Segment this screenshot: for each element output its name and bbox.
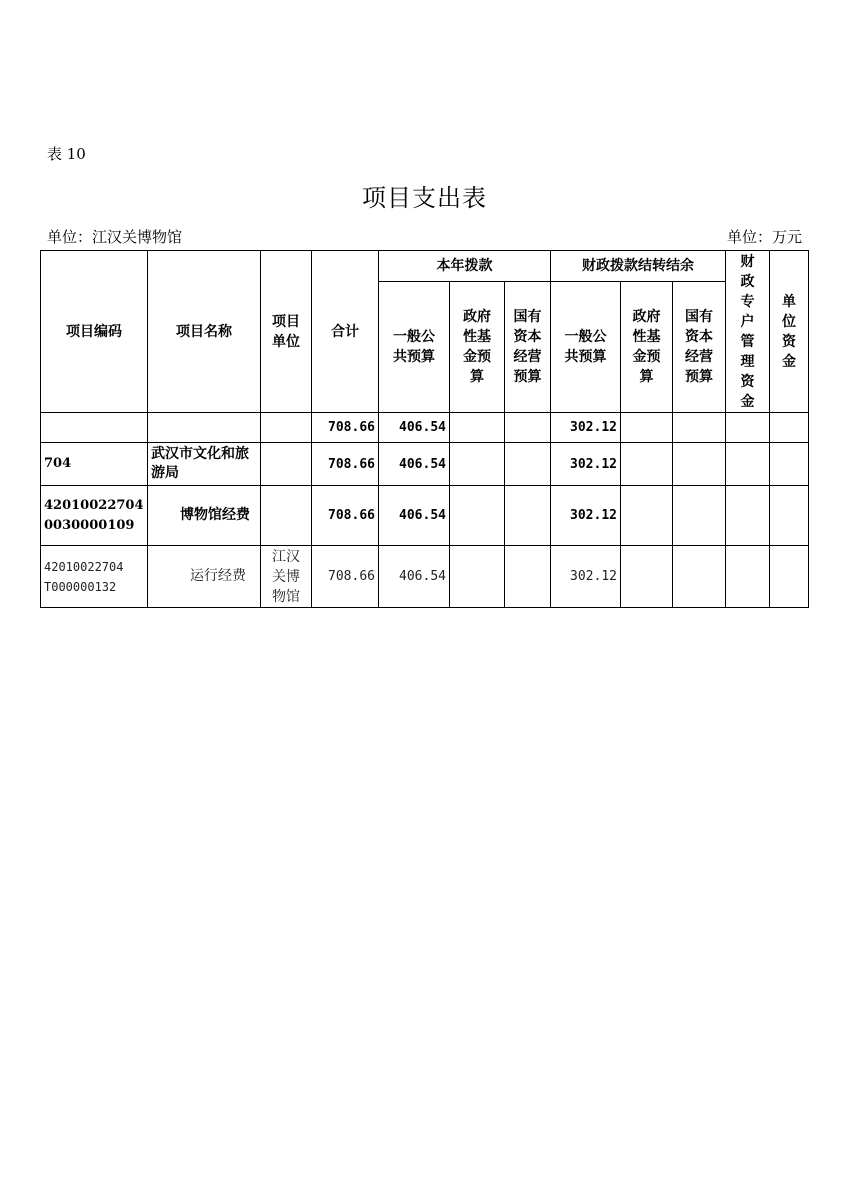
- col-unit: 项目 单位: [261, 251, 312, 413]
- cell-name: 运行经费: [148, 546, 261, 608]
- cell-co-fund: [621, 413, 673, 443]
- cell-cur-general: 406.54: [379, 486, 450, 546]
- col-cur-general: 一般公 共预算: [379, 282, 450, 413]
- cell-special: [726, 546, 770, 608]
- cell-unit: [261, 413, 312, 443]
- col-special: 财 政 专 户 管 理 资 金: [726, 251, 770, 413]
- cell-cur-general: 406.54: [379, 443, 450, 486]
- cell-special: [726, 443, 770, 486]
- cell-unit: [261, 443, 312, 486]
- col-group-carryover: 财政拨款结转结余: [551, 251, 726, 282]
- cell-cur-fund: [450, 413, 505, 443]
- cell-total: 708.66: [312, 443, 379, 486]
- cell-co-general: 302.12: [551, 413, 621, 443]
- cell-own: [770, 546, 809, 608]
- table-row: [41, 443, 809, 486]
- cell-unit: [261, 486, 312, 546]
- col-cur-state: 国有 资本 经营 预算: [505, 282, 551, 413]
- cell-co-fund: [621, 486, 673, 546]
- col-code: 项目编码: [41, 251, 148, 413]
- cell-name: [148, 413, 261, 443]
- cell-code: [41, 413, 148, 443]
- page-title: 项目支出表: [362, 184, 487, 212]
- table-row: [41, 413, 809, 443]
- cell-total: 708.66: [312, 546, 379, 608]
- col-co-general: 一般公 共预算: [551, 282, 621, 413]
- cell-own: [770, 486, 809, 546]
- cell-code: 704: [41, 443, 148, 486]
- cell-cur-fund: [450, 486, 505, 546]
- cell-cur-general: 406.54: [379, 413, 450, 443]
- cell-total: 708.66: [312, 486, 379, 546]
- col-total: 合计: [312, 251, 379, 413]
- cell-co-fund: [621, 546, 673, 608]
- col-cur-fund: 政府 性基 金预 算: [450, 282, 505, 413]
- cell-special: [726, 413, 770, 443]
- cell-own: [770, 443, 809, 486]
- cell-cur-state: [505, 486, 551, 546]
- cell-cur-state: [505, 443, 551, 486]
- col-group-current: 本年拨款: [379, 251, 551, 282]
- cell-co-state: [673, 486, 726, 546]
- cell-unit: 江汉 关博 物馆: [261, 546, 312, 608]
- cell-co-state: [673, 546, 726, 608]
- table-number: 表 10: [47, 145, 86, 163]
- col-co-fund: 政府 性基 金预 算: [621, 282, 673, 413]
- cell-total: 708.66: [312, 413, 379, 443]
- cell-co-general: 302.12: [551, 546, 621, 608]
- cell-special: [726, 486, 770, 546]
- col-co-state: 国有 资本 经营 预算: [673, 282, 726, 413]
- cell-cur-fund: [450, 443, 505, 486]
- cell-co-general: 302.12: [551, 486, 621, 546]
- unit-name: 单位：江汉关博物馆: [47, 228, 183, 246]
- cell-name: 武汉市文化和旅游局: [148, 443, 261, 486]
- cell-cur-general: 406.54: [379, 546, 450, 608]
- header-row-1: [41, 251, 809, 282]
- col-own: 单 位 资 金: [770, 251, 809, 413]
- cell-co-state: [673, 443, 726, 486]
- cell-co-fund: [621, 443, 673, 486]
- project-expenditure-table: [40, 250, 809, 608]
- table-row: [41, 486, 809, 546]
- cell-cur-state: [505, 546, 551, 608]
- cell-code: 42010022704 0030000109: [41, 486, 148, 546]
- col-name: 项目名称: [148, 251, 261, 413]
- cell-co-state: [673, 413, 726, 443]
- cell-co-general: 302.12: [551, 443, 621, 486]
- cell-cur-fund: [450, 546, 505, 608]
- table-row: [41, 546, 809, 608]
- cell-name: 博物馆经费: [148, 486, 261, 546]
- cell-code: 42010022704 T000000132: [41, 546, 148, 608]
- cell-cur-state: [505, 413, 551, 443]
- cell-own: [770, 413, 809, 443]
- currency-unit: 单位：万元: [726, 228, 802, 246]
